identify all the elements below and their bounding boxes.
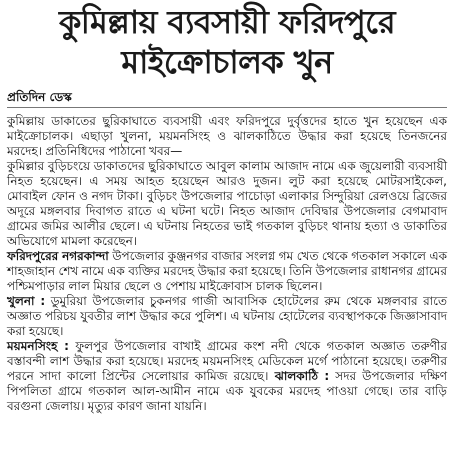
headline-line-2: মাইক্রোচালক খুন — [121, 43, 333, 81]
jhalokathi-lead: ঝালকাঠি : — [268, 369, 330, 383]
jhalokathi-text: সদর উপজেলার দক্ষিণ পিপলিতা গ্রামে গতকাল আল-আমীন নামে এক যুবকের মরদেহ পাওয়া গেছে। তার বাড়ি বরগুনা জেলায়। মৃত্যুর কারণ জানা যায়নি। — [7, 369, 447, 413]
headline-line-1: কুমিল্লায় ব্যবসায়ী ফরিদপুরে — [59, 3, 395, 41]
khulna-lead: খুলনা : — [7, 294, 46, 308]
faridpur-lead: ফরিদপুরের নগরকান্দা — [7, 249, 109, 263]
intro-paragraph: কুমিল্লায় ডাকাতের ছুরিকাঘাতে ব্যবসায়ী এবং ফরিদপুরে দুর্বৃত্তদের হাতে খুন হয়েছেন এক মাইক্রোচালক। এছাড়া খুলনা, ময়মনসিংহ ও ঝালকাঠিতে উদ্ধার করা হয়েছে তিনজনের মরদেহ। প্রতিনিধিদের পাঠানো খবর— — [7, 114, 447, 158]
comilla-paragraph: কুমিল্লার বুড়িচংয়ে ডাকাতদের ছুরিকাঘাতে আবুল কালাম আজাদ নামে এক জুয়েলারী ব্যবসায়ী নিহত হয়েছেন। এ সময় আহত হয়েছেন আরও দুজন। লুট করা হয়েছে মোটরসাইকেল, মোবাইল ফোন ও নগদ টাকা। বুড়িচং উপজেলার পাচোড়া এলাকার সিন্দুরিয়া রেলওয়ে ব্রিজের অদূরে মঙ্গলবার দিবাগত রাতে এ ঘটনা ঘটে। নিহত আজাদ দেবিদ্বার উপজেলার বেগমাবাদ গ্রামের জমির আলীর ছেলে। এ ঘটনায় নিহতের ভাই গতকাল বুড়িচং থানায় হত্যা ও ডাকাতির অভিযোগে মামলা করেছেন। — [7, 159, 447, 248]
byline: প্রতিদিন ডেস্ক — [7, 90, 72, 104]
faridpur-paragraph — [7, 249, 447, 294]
mymensingh-lead: ময়মনসিংহ : — [7, 339, 69, 353]
khulna-paragraph — [7, 294, 447, 339]
faridpur-text: উপজেলার কুঞ্জনগর বাজার সংলগ্ন গম খেত থেকে গতকাল সকালে এক শাহজাহান শেখ নামে এক ব্যক্তির মরদেহ উদ্ধার করা হয়েছে। তিনি উপজেলার রাধানগর গ্রামের পশ্চিমপাড়ার লাল মিয়ার ছেলে ও পেশায় মাইক্রোবাস চালক ছিলেন। — [7, 249, 447, 293]
mymensingh-paragraph — [7, 339, 447, 414]
mymensingh-text: ফুলপুর উপজেলার বাখাই গ্রামের কংশ নদী থেকে গতকাল অজ্ঞাত তরুণীর বস্তাবন্দী লাশ উদ্ধার করা হয়েছে। মরদেহ ময়মনসিংহ মেডিকেল মর্গে পাঠানো হয়েছে। তরুণীর পরনে সাদা কালো প্রিন্টের সেলোয়ার কামিজ রয়েছে। — [7, 339, 447, 383]
byline-divider — [7, 107, 447, 108]
khulna-text: ডুমুরিয়া উপজেলার চুকনগর গাজী আবাসিক হোটেলের রুম থেকে মঙ্গলবার রাতে অজ্ঞাত পরিচয় যুবতীর লাশ উদ্ধার করে পুলিশ। এ ঘটনায় হোটেলের ব্যবস্থাপককে জিজ্ঞাসাবাদ করা হয়েছে। — [7, 294, 447, 338]
